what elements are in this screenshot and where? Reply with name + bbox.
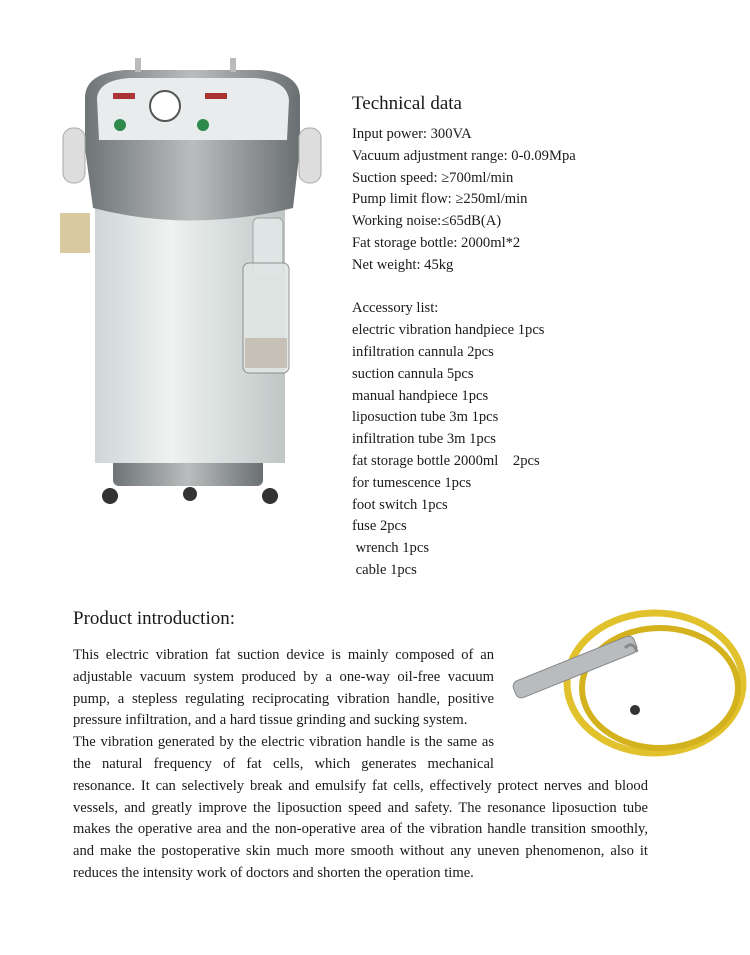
accessory-item: infiltration tube 3m 1pcs <box>352 431 496 448</box>
product-introduction-text <box>73 645 648 885</box>
spec-line: Vacuum adjustment range: 0-0.09Mpa <box>352 147 576 164</box>
accessory-item: for tumescence 1pcs <box>352 474 472 491</box>
accessory-item: foot switch 1pcs <box>352 496 448 513</box>
accessory-item: suction cannula 5pcs <box>352 365 474 382</box>
spec-line: Working noise:≤65dB(A) <box>352 213 502 230</box>
spec-line: Net weight: 45kg <box>352 256 454 273</box>
liposuction-machine-image <box>55 28 330 518</box>
spec-line: Input power: 300VA <box>352 126 472 142</box>
accessory-item: electric vibration handpiece 1pcs <box>352 322 545 339</box>
accessory-item: fat storage bottle 2000ml 2pcs <box>352 452 540 469</box>
accessory-item: cable 1pcs <box>352 561 417 578</box>
spec-line: Fat storage bottle: 2000ml*2 <box>352 234 521 251</box>
intro-paragraph: This electric vibration fat suction device is mainly composed of an adjustable vacuum system produced by a one-way oil-free vacuum pump, a stepless regulating reciprocating vibration handle, positive pressure infiltration, and a hard tissue grinding and sucking system. <box>73 647 494 729</box>
technical-data-title: Technical data <box>352 93 462 114</box>
accessory-item: wrench 1pcs <box>352 540 429 557</box>
accessory-item: fuse 2pcs <box>352 518 407 535</box>
technical-data-section <box>352 92 732 582</box>
accessory-list-title: Accessory list: <box>352 300 439 317</box>
product-introduction-title: Product introduction: <box>73 608 236 629</box>
accessory-item: infiltration cannula 2pcs <box>352 343 494 360</box>
intro-paragraph: The vibration generated by the electric vibration handle is the same as the natural frequency of fat cells, which generates mechanical resonance. It can selectively break and emulsify fat cells, effectively protect nerves and blood vessels, and greatly improve the liposuction speed and safety. The resonance liposuction tube makes the operative area and the non-operative area of the vibration handle transition smoothly, and make the postoperative skin much more smooth without any uneven phenomenon, also it reduces the intensity work of doctors and shorten the operation time. <box>73 734 648 881</box>
spec-line: Suction speed: ≥700ml/min <box>352 169 514 186</box>
accessory-item: liposuction tube 3m 1pcs <box>352 409 499 426</box>
spec-line: Pump limit flow: ≥250ml/min <box>352 191 528 208</box>
accessory-item: manual handpiece 1pcs <box>352 387 489 404</box>
